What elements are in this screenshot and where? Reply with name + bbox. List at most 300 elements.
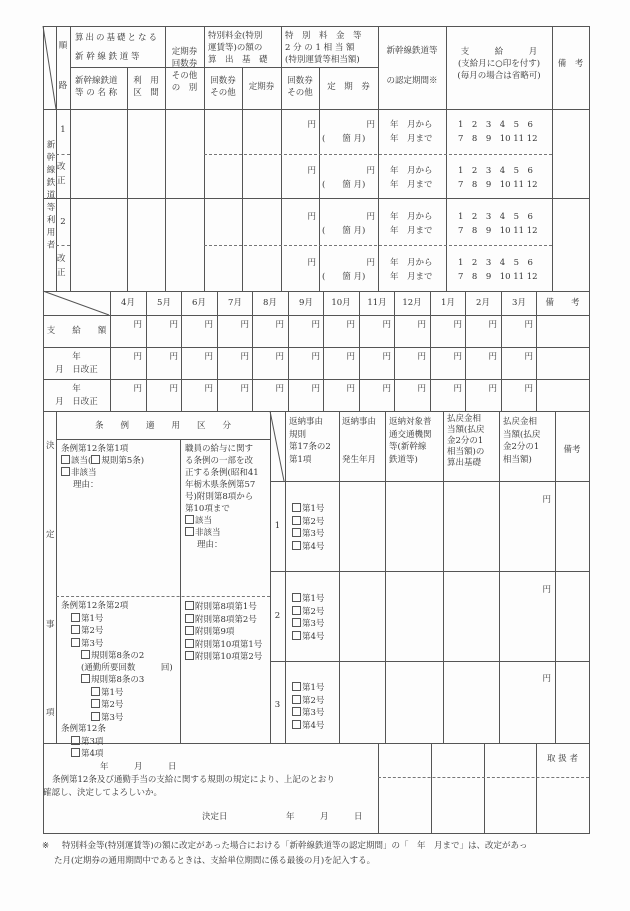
monthly-amount-cell[interactable]: 円	[524, 384, 533, 394]
checkbox-item[interactable]	[292, 707, 324, 720]
order-label: 順	[58, 41, 68, 51]
checkbox-item[interactable]	[185, 614, 262, 627]
monthly-amount-cell[interactable]: 円	[240, 384, 249, 394]
monthly-amount-cell[interactable]: 円	[311, 352, 320, 362]
monthly-amount-cell[interactable]: 円	[382, 384, 391, 394]
border-line	[378, 26, 379, 291]
supplementary-provisions-block	[185, 601, 262, 664]
checkbox-item[interactable]	[61, 638, 173, 651]
yen-unit: 円	[542, 674, 551, 684]
month-select-row[interactable]: 1 2 3 4 5 6	[458, 120, 533, 130]
monthly-amount-cell[interactable]: 円	[488, 320, 497, 330]
approval-period-header: の認定期間※	[386, 76, 438, 86]
checkbox-item[interactable]	[61, 625, 173, 638]
monthly-amount-cell[interactable]: 円	[204, 320, 213, 330]
diagonal-line	[43, 291, 110, 315]
decision-date-label: 決定日	[202, 812, 228, 822]
monthly-amount-cell[interactable]: 円	[382, 352, 391, 362]
checkbox-label: 附則第8項第1号	[195, 602, 257, 612]
reason-label: 理由：	[73, 480, 99, 490]
checkbox-icon[interactable]	[185, 601, 194, 610]
checkbox-icon[interactable]	[91, 455, 100, 464]
line-name-header: 新幹線鉄道	[75, 76, 118, 86]
ordinance-text-line: 年栃木県条例第57	[185, 480, 256, 490]
border-line	[270, 571, 589, 572]
months-count: ( 箇 月)	[322, 226, 366, 236]
month-header: 11月	[367, 298, 387, 308]
monthly-amount-cell[interactable]: 円	[204, 384, 213, 394]
border-line	[270, 661, 589, 662]
monthly-amount-cell[interactable]: 円	[169, 352, 178, 362]
coupon-header: 回数券	[210, 76, 236, 86]
checkbox-icon[interactable]	[292, 528, 301, 537]
ordinance-header: 条 例 適 用 区 分	[94, 421, 231, 431]
row-revision-label: 改正	[57, 254, 66, 278]
monthly-amount-cell[interactable]: 円	[240, 352, 249, 362]
remarks-header: 備 考	[557, 59, 584, 69]
handler-label: 取 扱 者	[547, 754, 578, 764]
yen-unit: 円	[307, 166, 316, 176]
checkbox-item[interactable]	[61, 699, 173, 712]
monthly-amount-cell[interactable]: 円	[417, 352, 426, 362]
yen-unit: 円	[366, 258, 375, 268]
approval-stamp-box[interactable]	[485, 778, 536, 832]
monthly-amount-cell[interactable]: 円	[524, 352, 533, 362]
checkbox-icon[interactable]	[71, 638, 80, 647]
row-number: 2	[60, 217, 66, 227]
checkbox-item[interactable]	[185, 651, 262, 664]
payment-month-header: 支 給 月	[460, 47, 538, 57]
checkbox-item[interactable]	[292, 593, 324, 606]
month-header: 2月	[476, 298, 490, 308]
month-select-row[interactable]: 1 2 3 4 5 6	[458, 212, 533, 222]
month-header: 9月	[299, 298, 313, 308]
confirm-text: 条例第12条及び通勤手当の支給に関する規則の規定により、上記のとおり	[52, 775, 335, 785]
checkbox-item[interactable]	[61, 455, 144, 467]
border-line	[70, 67, 378, 68]
header-line: 等(新幹線	[389, 442, 427, 452]
side-char: 事	[46, 620, 55, 630]
checkbox-item[interactable]	[292, 503, 324, 516]
period-from: 年 月から	[390, 166, 433, 176]
yen-unit: 円	[542, 585, 551, 595]
month-header: 1月	[441, 298, 455, 308]
yen-unit: 円	[366, 166, 375, 176]
monthly-amount-cell[interactable]: 円	[346, 352, 355, 362]
month-select-row[interactable]: 1 2 3 4 5 6	[458, 258, 533, 268]
border-line	[43, 198, 590, 199]
month-header: 12月	[402, 298, 422, 308]
checkbox-icon[interactable]	[292, 618, 301, 627]
border-line	[555, 411, 556, 743]
row-number: 3	[274, 700, 281, 710]
reason-label: 理由：	[197, 540, 223, 550]
checkbox-icon[interactable]	[71, 736, 80, 745]
border-line	[43, 315, 590, 316]
monthly-amount-cell[interactable]: 円	[133, 352, 142, 362]
checkbox-label: 第3号	[302, 529, 325, 539]
row-number: 2	[274, 611, 281, 621]
border-line	[180, 439, 181, 743]
yen-unit: 円	[542, 495, 551, 505]
months-count: ( 箇 月)	[322, 180, 366, 190]
month-select-row[interactable]: 7 8 9 10 11 12	[458, 134, 538, 144]
checkbox-icon[interactable]	[81, 650, 90, 659]
monthly-amount-cell[interactable]: 円	[417, 384, 426, 394]
month-select-row[interactable]: 7 8 9 10 11 12	[458, 272, 538, 282]
border-line	[443, 411, 444, 743]
monthly-amount-cell[interactable]: 円	[488, 384, 497, 394]
ordinance-text-line: 号)附則第8項から	[185, 492, 254, 502]
dashed-divider	[204, 245, 552, 246]
header-line: 相当額)	[503, 454, 532, 465]
handler-stamp-box[interactable]	[537, 778, 589, 832]
line-name-header: 等 の 名 称	[75, 88, 118, 98]
row-number: 1	[274, 521, 281, 531]
border-line	[281, 26, 282, 291]
approval-stamp-box[interactable]	[379, 778, 431, 832]
monthly-amount-cell[interactable]: 円	[240, 320, 249, 330]
payment-amount-label: 支 給 額	[46, 326, 107, 336]
month-select-row[interactable]: 7 8 9 10 11 12	[458, 180, 538, 190]
checkbox-label: 第1号	[302, 683, 325, 693]
checkbox-label: 第3号	[302, 708, 325, 718]
checkbox-item[interactable]	[185, 601, 262, 614]
checkbox-icon[interactable]	[292, 516, 301, 525]
checkbox-label: 第3項	[81, 736, 104, 747]
checkbox-icon[interactable]	[292, 720, 301, 729]
period-to: 年 月まで	[390, 272, 433, 282]
dashed-divider	[56, 245, 70, 246]
checkbox-item[interactable]	[61, 687, 173, 700]
checkbox-icon[interactable]	[71, 613, 80, 622]
special-fee-basis-header: 運賃等)の額の	[208, 43, 263, 53]
ordinance-title: 条例第12条	[61, 724, 106, 734]
side-char: 項	[46, 708, 55, 718]
border-line	[127, 67, 128, 291]
ordinance-text-line: る条例の一部を改	[185, 456, 254, 466]
checkbox-item[interactable]	[292, 695, 324, 708]
border-line	[56, 411, 57, 743]
commuter-header: 定期券	[248, 82, 275, 92]
date-line[interactable]: 年 月 日	[100, 762, 177, 772]
checkbox-item[interactable]	[292, 516, 324, 529]
return-reason-date-header	[342, 416, 376, 466]
checkbox-label: 規則第8条の3	[91, 675, 145, 685]
checkbox-label: 第4号	[302, 720, 325, 731]
yen-unit: 円	[307, 120, 316, 130]
months-count: ( 箇 月)	[322, 272, 366, 282]
half-amount-header: (特別運賃等相当額)	[285, 55, 360, 65]
yen-unit: 円	[307, 212, 316, 222]
checkbox-label: 非該当	[195, 528, 221, 538]
refund-basis-header	[447, 414, 484, 469]
half-commuter-header: 定 期 券	[327, 82, 370, 92]
checkbox-icon[interactable]	[91, 699, 100, 708]
checkbox-label: 第2号	[302, 695, 325, 706]
border-line	[43, 833, 590, 834]
border-line	[43, 26, 590, 27]
ordinance-text-line: 第10項まで	[185, 504, 230, 514]
monthly-amount-cell[interactable]: 円	[382, 320, 391, 330]
border-line	[589, 291, 590, 411]
header-line: 第17条の2	[289, 442, 331, 452]
monthly-amount-cell[interactable]: 円	[346, 320, 355, 330]
checkbox-label: 第2号	[302, 516, 325, 527]
checkbox-item[interactable]	[292, 606, 324, 619]
amendment-ordinance-block	[185, 443, 259, 551]
monthly-amount-cell[interactable]: 円	[524, 320, 533, 330]
header-line: 金2分の1	[447, 436, 484, 446]
checkbox-item[interactable]	[185, 515, 259, 527]
checkbox-label: 第2号	[101, 700, 124, 710]
checkbox-label: 附則第10項第2号	[195, 652, 263, 662]
monthly-amount-cell[interactable]: 円	[275, 352, 284, 362]
checkbox-icon[interactable]	[71, 748, 80, 757]
checkbox-label: 第4号	[302, 541, 325, 552]
row-number: 1	[60, 125, 66, 135]
header-spacer	[342, 429, 376, 454]
header-line: 払戻金相	[503, 417, 538, 427]
header-line: 鉄道等)	[389, 454, 418, 465]
calc-basis-title: 算出の基礎となる	[75, 33, 160, 43]
header-line: 当額(払戻	[503, 429, 541, 440]
usage-section-header: 区 間	[133, 88, 159, 98]
return-reason-rule-header	[289, 416, 331, 466]
checkbox-icon[interactable]	[81, 674, 90, 683]
footnote-text: 特別料金等(特別運賃等)の額に改定があった場合における「新幹線鉄道等の認定期間」の「 年 月まで」は、改定があっ	[62, 841, 528, 851]
period-from: 年 月から	[390, 258, 433, 268]
border-line	[285, 411, 286, 743]
border-line	[536, 291, 537, 411]
decision-date-field[interactable]: 年 月 日	[286, 812, 363, 822]
border-line	[43, 347, 590, 348]
border-line	[43, 291, 590, 292]
border-line	[56, 439, 270, 440]
border-line	[70, 26, 71, 291]
checkbox-item[interactable]	[185, 527, 259, 539]
approval-period-header: 新幹線鉄道等	[386, 46, 438, 56]
checkbox-icon[interactable]	[292, 606, 301, 615]
ordinance-12-1-block	[61, 443, 144, 491]
period-from: 年 月から	[390, 212, 433, 222]
coupon-header: その他	[210, 88, 236, 98]
monthly-amount-cell[interactable]: 円	[311, 320, 320, 330]
monthly-amount-cell[interactable]: 円	[453, 352, 462, 362]
checkbox-label: 第3号	[81, 638, 104, 649]
checkbox-item[interactable]	[61, 650, 173, 663]
border-line	[43, 379, 590, 380]
monthly-amount-cell[interactable]: 円	[311, 384, 320, 394]
checkbox-item[interactable]	[185, 626, 262, 639]
border-line	[204, 26, 205, 291]
checkbox-icon[interactable]	[91, 712, 100, 721]
border-line	[589, 26, 590, 291]
ticket-type-header: 回数券	[171, 59, 198, 69]
side-char: 定	[46, 530, 55, 540]
ordinance-text-line: 正する条例(昭和41	[185, 468, 259, 478]
checkbox-item[interactable]	[61, 748, 173, 761]
checkbox-label: 第4号	[302, 631, 325, 642]
commute-count-field[interactable]: (通勤所要回数 回)	[81, 662, 173, 673]
route-label: 路	[58, 81, 68, 91]
checkbox-item[interactable]	[61, 467, 144, 479]
half-coupon-header: 回数券	[287, 76, 313, 86]
period-from: 年 月から	[390, 120, 433, 130]
monthly-amount-cell[interactable]: 円	[488, 352, 497, 362]
border-line	[589, 743, 590, 833]
checkbox-label: 該当	[195, 516, 213, 526]
checkbox-item[interactable]	[292, 720, 324, 733]
diagonal-line	[43, 26, 57, 109]
checkbox-label: 附則第10項第1号	[195, 639, 263, 650]
border-line	[339, 411, 340, 743]
monthly-amount-cell[interactable]: 円	[346, 384, 355, 394]
monthly-amount-cell[interactable]: 円	[133, 320, 142, 330]
revision-year-label: 年	[72, 384, 81, 394]
month-header: 6月	[192, 298, 206, 308]
side-char: 決	[46, 441, 55, 451]
special-fee-basis-header: 算 出 基 礎	[208, 55, 268, 65]
row-revision-label: 改正	[57, 162, 66, 186]
checkbox-label: 該当(	[71, 456, 92, 466]
monthly-amount-cell[interactable]: 円	[275, 384, 284, 394]
checkbox-label: 第3号	[101, 712, 124, 723]
ticket-type-header: の 別	[171, 83, 198, 93]
month-header: 7月	[228, 298, 242, 308]
border-line	[385, 411, 386, 743]
header-line: 返納対象普	[389, 417, 432, 427]
checkbox-label: 第1号	[302, 504, 325, 514]
checkbox-icon[interactable]	[185, 515, 194, 524]
checkbox-icon[interactable]	[185, 614, 194, 623]
checkbox-label: 非該当	[71, 468, 97, 478]
header-line: 金2分の1	[503, 442, 540, 452]
border-line	[589, 411, 590, 743]
header-line: 払戻金相	[447, 414, 482, 424]
checkbox-icon[interactable]	[185, 527, 194, 536]
checkbox-icon[interactable]	[61, 467, 70, 476]
monthly-amount-cell[interactable]: 円	[204, 352, 213, 362]
checkbox-label: 第3号	[302, 619, 325, 629]
month-header: 4月	[121, 298, 135, 308]
revision-date-label: 月 日改正	[55, 365, 98, 375]
payment-month-header: (毎月の場合は省略可)	[457, 71, 541, 81]
border-line	[242, 67, 243, 291]
checkbox-icon[interactable]	[292, 682, 301, 691]
checkbox-item[interactable]	[61, 674, 173, 687]
checkbox-item[interactable]	[61, 712, 173, 725]
checkbox-item[interactable]	[185, 639, 262, 652]
half-amount-header: 2 分 の 1 相 当 額	[285, 43, 355, 53]
checkbox-icon[interactable]	[185, 651, 194, 660]
checkbox-icon[interactable]	[292, 695, 301, 704]
border-line	[270, 481, 589, 482]
header-line: 発生年月	[342, 454, 377, 465]
ordinance-12-2-block	[61, 601, 173, 761]
monthly-amount-cell[interactable]: 円	[133, 384, 142, 394]
revision-year-label: 年	[72, 352, 81, 362]
checkbox-icon[interactable]	[292, 593, 301, 602]
monthly-amount-cell[interactable]: 円	[453, 384, 462, 394]
border-line	[43, 109, 590, 110]
checkbox-item[interactable]	[292, 541, 324, 554]
footnote-mark: ※	[42, 841, 50, 851]
remarks-header: 備 考	[545, 298, 580, 308]
monthly-amount-cell[interactable]: 円	[169, 384, 178, 394]
checkbox-label: 附則第8項第2号	[195, 614, 257, 625]
border-line	[43, 411, 590, 412]
ordinance-title: 条例第12条第1項	[61, 444, 129, 454]
checkbox-icon[interactable]	[91, 687, 100, 696]
yen-unit: 円	[366, 212, 375, 222]
monthly-amount-cell[interactable]: 円	[169, 320, 178, 330]
calc-basis-subtitle: 新 幹 線 鉄 道 等	[75, 52, 140, 62]
checkbox-icon[interactable]	[185, 639, 194, 648]
checkbox-label: 第2号	[302, 606, 325, 617]
period-to: 年 月まで	[390, 134, 433, 144]
checkbox-icon[interactable]	[292, 541, 301, 550]
dashed-divider	[204, 154, 552, 155]
usage-section-header: 利 用	[133, 76, 159, 86]
month-header: 8月	[263, 298, 277, 308]
header-line: 第1項	[289, 454, 312, 465]
checkbox-icon[interactable]	[292, 503, 301, 512]
monthly-amount-cell[interactable]: 円	[417, 320, 426, 330]
checkbox-item[interactable]	[292, 528, 324, 541]
refund-amount-header	[503, 416, 540, 466]
return-target-transport-header	[389, 416, 432, 466]
checkbox-item[interactable]	[292, 682, 324, 695]
checkbox-label: 附則第9項	[195, 627, 235, 637]
header-line: 当額(払戻	[447, 425, 485, 435]
checkbox-label: 第1号	[101, 687, 124, 698]
month-header: 5月	[157, 298, 171, 308]
footnote-text: た月(定期券の通用期間中であるときは、支給単位期間に係る最後の月)を記入する。	[54, 856, 376, 866]
shinkansen-user-side-label: 新幹線鉄道等利用者	[45, 140, 55, 253]
checkbox-label: 第1号	[302, 594, 325, 604]
approval-stamp-box[interactable]	[432, 778, 484, 832]
checkbox-item[interactable]	[61, 613, 173, 626]
checkbox-icon[interactable]	[71, 625, 80, 634]
month-header: 10月	[331, 298, 351, 308]
ticket-type-header: その他	[171, 71, 198, 81]
month-select-row[interactable]: 1 2 3 4 5 6	[458, 166, 533, 176]
checkbox-item[interactable]	[292, 618, 324, 631]
months-count: ( 箇 月)	[322, 134, 366, 144]
monthly-amount-cell[interactable]: 円	[453, 320, 462, 330]
checkbox-icon[interactable]	[292, 707, 301, 716]
ordinance-title: 条例第12条第2項	[61, 601, 129, 611]
yen-unit: 円	[366, 120, 375, 130]
half-amount-header: 特 別 料 金 等	[285, 31, 362, 41]
remarks-header: 備考	[563, 445, 581, 455]
checkbox-icon[interactable]	[292, 631, 301, 640]
checkbox-label: 規則第8条の2	[91, 651, 145, 661]
ticket-type-header: 定期券	[171, 47, 198, 57]
header-line: 返納事由	[342, 417, 377, 427]
month-select-row[interactable]: 7 8 9 10 11 12	[458, 226, 538, 236]
special-fee-basis-header: 特別料金(特別	[208, 31, 263, 41]
monthly-amount-cell[interactable]: 円	[275, 320, 284, 330]
border-line	[43, 411, 44, 743]
checkbox-icon[interactable]	[61, 455, 70, 464]
period-to: 年 月まで	[390, 180, 433, 190]
checkbox-icon[interactable]	[185, 626, 194, 635]
checkbox-item[interactable]	[61, 736, 173, 749]
checkbox-item[interactable]	[292, 631, 324, 644]
border-line	[499, 411, 500, 743]
